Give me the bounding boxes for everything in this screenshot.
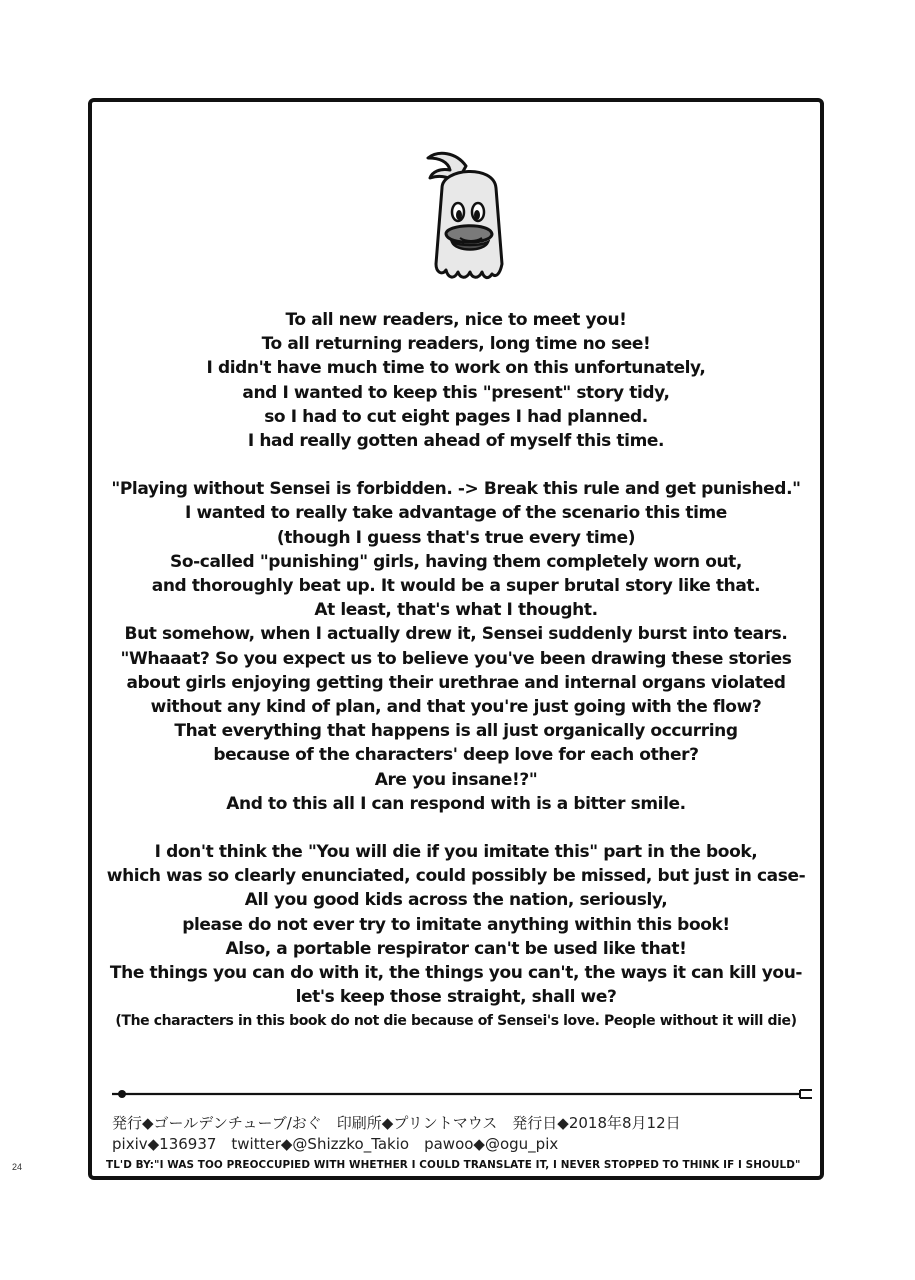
afterword-line: I don't think the "You will die if you imitate this" part in the book, <box>154 842 758 863</box>
afterword-line: The things you can do with it, the things you can't, the ways it can kill you- <box>109 963 803 984</box>
afterword-line: so I had to cut eight pages I had planned. <box>264 406 648 427</box>
afterword-line: I wanted to really take advantage of the scenario this time <box>185 503 727 524</box>
translator-note: TL'D BY:"I WAS TOO PREOCCUPIED WITH WHETHER I COULD TRANSLATE IT, I NEVER STOPPED TO THINK IF I SHOULD" <box>106 1159 801 1171</box>
page-number: 24 <box>12 1162 23 1172</box>
afterword-paragraph <box>100 308 812 453</box>
afterword-line: and thoroughly beat up. It would be a super brutal story like that. <box>151 576 761 597</box>
ghost-bird-mascot-icon <box>426 148 510 288</box>
afterword-line: Are you insane!?" <box>374 769 538 790</box>
afterword-line: At least, that's what I thought. <box>314 600 598 621</box>
colophon <box>112 1113 812 1155</box>
afterword-line: let's keep those straight, shall we? <box>295 987 617 1008</box>
afterword-line: But somehow, when I actually drew it, Sensei suddenly burst into tears. <box>124 624 788 645</box>
afterword-line: "Whaaat? So you expect us to believe you've been drawing these stories <box>120 648 792 669</box>
afterword-line: That everything that happens is all just organically occurring <box>174 721 738 742</box>
afterword-line: I didn't have much time to work on this unfortunately, <box>206 358 706 379</box>
publication-info: 発行◆ゴールデンチューブ/おぐ 印刷所◆プリントマウス 発行日◆2018年8月12日 <box>112 1114 681 1132</box>
afterword-line: All you good kids across the nation, seriously, <box>244 890 668 911</box>
social-links: pixiv◆136937 twitter◆@Shizzko_Takio pawoo◆@ogu_pix <box>112 1135 559 1153</box>
afterword-line: To all returning readers, long time no see! <box>261 334 651 355</box>
afterword-line: Also, a portable respirator can't be used like that! <box>225 938 687 959</box>
afterword-line: please do not ever try to imitate anything within this book! <box>182 914 730 935</box>
afterword-line: and I wanted to keep this "present" story tidy, <box>242 382 670 403</box>
afterword-footnote: (The characters in this book do not die because of Sensei's love. People without it will die) <box>115 1013 797 1030</box>
afterword-line: about girls enjoying getting their urethrae and internal organs violated <box>126 672 786 693</box>
afterword-paragraph <box>100 477 812 816</box>
afterword-line: I had really gotten ahead of myself this time. <box>247 431 665 452</box>
afterword-line: without any kind of plan, and that you're just going with the flow? <box>150 697 762 718</box>
afterword-line: which was so clearly enunciated, could possibly be missed, but just in case- <box>106 866 806 887</box>
afterword-line: "Playing without Sensei is forbidden. -> Break this rule and get punished." <box>111 479 801 500</box>
afterword-text <box>100 308 812 1031</box>
afterword-line: because of the characters' deep love for each other? <box>213 745 699 766</box>
afterword-line: And to this all I can respond with is a bitter smile. <box>226 793 686 814</box>
afterword-line: So-called "punishing" girls, having them completely worn out, <box>170 551 742 572</box>
afterword-line: To all new readers, nice to meet you! <box>285 310 627 330</box>
afterword-paragraph <box>100 840 812 1031</box>
decorative-divider <box>110 1086 814 1102</box>
afterword-line: (though I guess that's true every time) <box>276 527 636 548</box>
